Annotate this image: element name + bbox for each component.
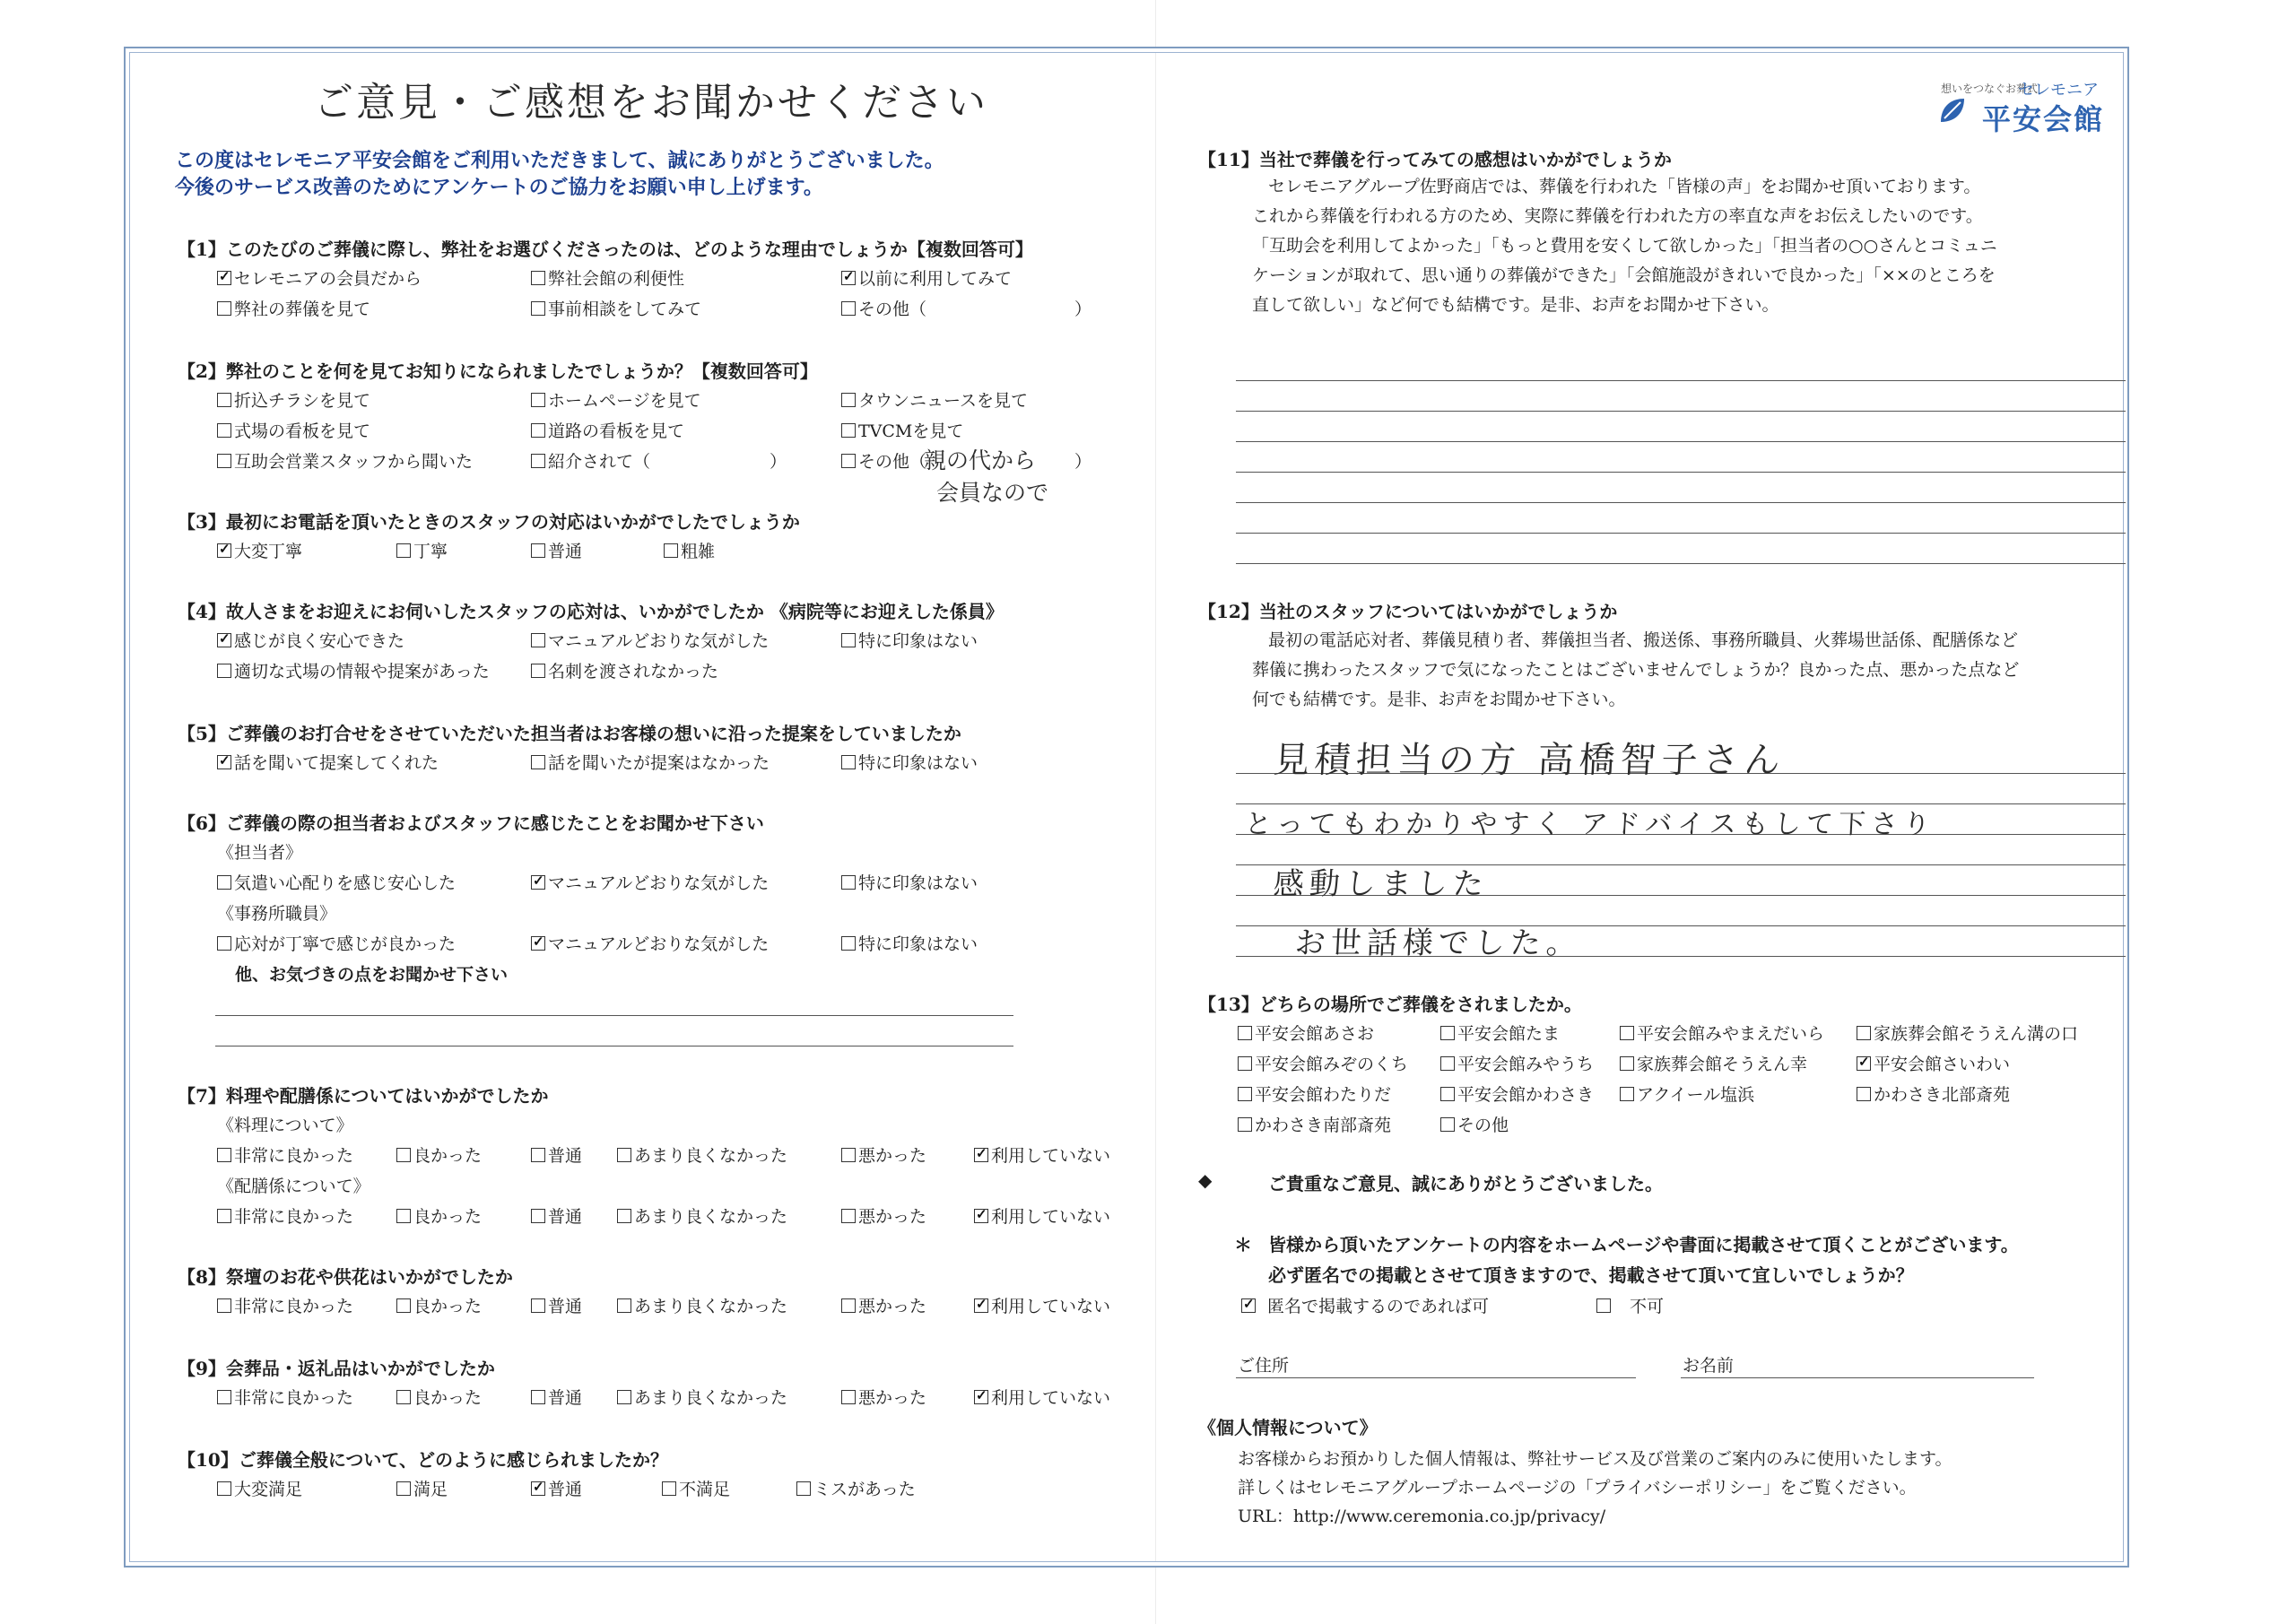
q11-text-1: セレモニアグループ佐野商店では、葬儀を行われた「皆様の声」をお聞かせ頂いております。 (1268, 177, 1981, 196)
privacy-url[interactable]: URL：http://www.ceremonia.co.jp/privacy/ (1238, 1507, 1606, 1526)
checkbox[interactable] (531, 271, 545, 285)
q11-text-3: 「互助会を利用してよかった」「もっと費用を安くして欲しかった」「担当者の○○さんとコミュニ (1252, 236, 1997, 256)
q1-option[interactable]: 事前相談をしてみて (531, 296, 701, 320)
q12-text-2: 葬儀に携わったスタッフで気になったことはございませんでしょうか？良かった点、悪かった点など (1252, 660, 2020, 680)
checkbox[interactable] (396, 1390, 411, 1404)
checkbox[interactable] (841, 301, 856, 316)
q13-option[interactable]: かわさき北部斎苑 (1857, 1081, 2010, 1106)
q6-option[interactable]: 気遣い心配りを感じ安心した (217, 870, 456, 894)
page-title: ご意見・ご感想をお聞かせください (314, 80, 988, 126)
publish-text-1: 皆様から頂いたアンケートの内容をホームページや書面に掲載させて頂くことがございます。 (1268, 1234, 2019, 1255)
checkbox[interactable] (396, 1209, 411, 1223)
checkbox[interactable] (974, 1298, 988, 1313)
q1-option[interactable]: 弊社会館の利便性 (531, 265, 684, 290)
q2-option[interactable]: 折込チラシを見て (217, 387, 370, 412)
q7-option[interactable]: 良かった (396, 1203, 482, 1228)
q13-option[interactable]: 平安会館たま (1440, 1020, 1560, 1045)
checkbox[interactable] (217, 633, 231, 647)
q6-other-prompt: 他、お気づきの点をお聞かせ下さい (235, 965, 509, 985)
q9-option[interactable]: あまり良くなかった (617, 1385, 787, 1409)
checkbox[interactable] (217, 301, 231, 316)
q12-text-1: 最初の電話応対者、葬儀見積り者、葬儀担当者、搬送係、事務所職員、火葬場世話係、配膳係など (1268, 630, 2019, 650)
q6-answer-line[interactable] (215, 1015, 1013, 1016)
checkbox[interactable] (217, 1390, 231, 1404)
q8-option[interactable]: 非常に良かった (217, 1293, 353, 1317)
checkbox[interactable] (531, 875, 545, 890)
q3-option[interactable]: ✓大変丁寧 (217, 538, 302, 562)
checkbox[interactable] (217, 1481, 231, 1496)
checkbox[interactable] (217, 271, 231, 285)
checkbox[interactable] (531, 454, 545, 468)
q1-option-other[interactable]: その他（ (841, 296, 926, 320)
q3-option[interactable]: 粗雑 (664, 538, 715, 562)
q3-question: 【3】最初にお電話を頂いたときのスタッフの対応はいかがでしたでしょうか (178, 511, 800, 533)
q10-option[interactable]: 不満足 (662, 1476, 730, 1500)
q6-option[interactable]: 応対が丁寧で感じが良かった (217, 931, 456, 955)
checkbox[interactable] (1857, 1056, 1871, 1071)
checkbox[interactable] (1440, 1087, 1455, 1101)
privacy-text-2: 詳しくはセレモニアグループホームページの「プライバシーポリシー」をご覧ください。 (1238, 1478, 1917, 1498)
q7-option[interactable]: ✓ 利用していない (974, 1203, 1110, 1228)
q3-option[interactable]: 丁寧 (396, 538, 448, 562)
checkbox[interactable] (841, 1298, 856, 1313)
q7-option[interactable]: 悪かった (841, 1142, 926, 1167)
q13-option[interactable]: 家族葬会館そうえん溝の口 (1857, 1020, 2078, 1045)
intro-line-2: 今後のサービス改善のためにアンケートのご協力をお願い申し上げます。 (175, 176, 823, 199)
thanks-text: ご貴重なご意見、誠にありがとうございました。 (1268, 1173, 1663, 1194)
checkbox[interactable] (796, 1481, 811, 1496)
checkbox[interactable] (531, 1209, 545, 1223)
checkbox[interactable] (1440, 1117, 1455, 1132)
q7-option[interactable]: ✓ 利用していない (974, 1142, 1110, 1167)
q6-sub-office: 《事務所職員》 (217, 904, 337, 924)
q9-question: 【9】会葬品・返礼品はいかがでしたか (178, 1358, 495, 1379)
q7-option[interactable]: あまり良くなかった (617, 1142, 787, 1167)
q8-option[interactable]: 良かった (396, 1293, 482, 1317)
q7-option[interactable]: 非常に良かった (217, 1142, 353, 1167)
checkbox[interactable] (396, 1481, 411, 1496)
checkbox[interactable] (396, 1148, 411, 1162)
q8-option[interactable]: 普通 (531, 1293, 582, 1317)
q13-option[interactable]: 家族葬会館そうえん幸 (1620, 1051, 1807, 1075)
q5-question: 【5】ご葬儀のお打合せをさせていただいた担当者はお客様の想いに沿った提案をしていましたか (178, 723, 961, 744)
q7-question: 【7】料理や配膳係についてはいかがでしたか (178, 1085, 549, 1107)
q11-answer-line[interactable] (1236, 563, 2126, 564)
q1-option[interactable]: 弊社の葬儀を見て (217, 296, 370, 320)
checkbox[interactable] (1440, 1026, 1455, 1040)
q7-option[interactable]: 良かった (396, 1142, 482, 1167)
thanks-bullet: ◆ (1198, 1169, 1213, 1191)
q12-text-3: 何でも結構です。是非、お声をお聞かせ下さい。 (1252, 690, 1626, 709)
q10-option[interactable]: 満足 (396, 1476, 448, 1500)
checkbox[interactable] (217, 664, 231, 678)
checkbox[interactable] (217, 1298, 231, 1313)
checkbox[interactable] (531, 633, 545, 647)
checkbox[interactable] (617, 1298, 631, 1313)
q1-question: 【1】このたびのご葬儀に際し、弊社をお選びくださったのは、どのような理由でしょうか【複数回答可】 (178, 239, 1033, 260)
q2-option[interactable]: 道路の看板を見て (531, 418, 684, 442)
q4-option[interactable]: 特に印象はない (841, 628, 978, 652)
checkbox[interactable] (617, 1209, 631, 1223)
checkbox[interactable] (974, 1148, 988, 1162)
checkbox[interactable] (1238, 1117, 1252, 1132)
checkbox[interactable] (1620, 1026, 1634, 1040)
q13-option[interactable]: 平安会館かわさき (1440, 1081, 1594, 1106)
q13-option[interactable]: アクイール塩浜 (1620, 1081, 1754, 1106)
checkbox[interactable] (617, 1390, 631, 1404)
q11-answer-line[interactable] (1236, 533, 2126, 534)
q7-option[interactable]: あまり良くなかった (617, 1203, 787, 1228)
checkbox[interactable] (664, 543, 678, 558)
q9-option[interactable]: 良かった (396, 1385, 482, 1409)
q2-option[interactable]: タウンニュースを見て (841, 387, 1028, 412)
name-field[interactable] (1681, 1377, 2034, 1378)
checkbox[interactable] (1620, 1056, 1634, 1071)
leaf-logo-icon (1937, 95, 1968, 126)
q2-option-other[interactable]: その他（ (841, 448, 926, 473)
checkbox[interactable] (531, 1148, 545, 1162)
checkbox[interactable] (662, 1481, 676, 1496)
q13-question: 【13】どちらの場所でご葬儀をされましたか。 (1198, 994, 1582, 1015)
publish-bullet: ＊ (1234, 1234, 1252, 1255)
checkbox[interactable] (531, 423, 545, 438)
checkbox[interactable] (841, 393, 856, 407)
name-label: お名前 (1683, 1356, 1735, 1376)
q7-option[interactable]: 普通 (531, 1203, 582, 1228)
checkbox[interactable] (841, 454, 856, 468)
checkbox[interactable] (531, 755, 545, 769)
checkbox[interactable] (396, 543, 411, 558)
q2-option[interactable]: 互助会営業スタッフから聞いた (217, 448, 473, 473)
checkbox[interactable] (841, 1148, 856, 1162)
q7-option[interactable]: 非常に良かった (217, 1203, 353, 1228)
q1-option[interactable]: ✓セレモニアの会員だから (217, 265, 422, 290)
checkbox[interactable] (841, 423, 856, 438)
q5-option[interactable]: 話を聞いたが提案はなかった (531, 750, 770, 774)
q12-handwritten-2: とってもわかりやすく アドバイスもして下さり (1243, 809, 1936, 840)
q6-option[interactable]: ✓ マニュアルどおりな気がした (531, 931, 769, 955)
checkbox[interactable] (1440, 1056, 1455, 1071)
checkbox[interactable] (841, 271, 856, 285)
checkbox[interactable] (841, 1390, 856, 1404)
q13-option[interactable]: かわさき南部斎苑 (1238, 1112, 1391, 1136)
checkbox[interactable] (531, 1481, 545, 1496)
q8-option[interactable]: あまり良くなかった (617, 1293, 787, 1317)
checkbox[interactable] (217, 1209, 231, 1223)
q13-option[interactable]: 平安会館みやうち (1440, 1051, 1594, 1075)
q12-handwritten-4: お世話様でした。 (1293, 925, 1583, 961)
checkbox[interactable] (531, 1390, 545, 1404)
q10-option[interactable]: ミスがあった (796, 1476, 916, 1500)
q1-other-close: ） (1074, 300, 1092, 319)
q4-option[interactable]: マニュアルどおりな気がした (531, 628, 769, 652)
q2-handwritten-1: 親の代から (924, 447, 1037, 473)
q6-option[interactable]: ✓ マニュアルどおりな気がした (531, 870, 769, 894)
q4-option[interactable]: 適切な式場の情報や提案があった (217, 658, 490, 682)
checkbox[interactable] (531, 1298, 545, 1313)
q10-option[interactable]: ✓ 普通 (531, 1476, 582, 1500)
checkbox[interactable] (217, 543, 231, 558)
checkbox[interactable] (974, 1390, 988, 1404)
q12-handwritten-1: 見積担当の方 高橋智子さん (1272, 740, 1787, 781)
checkbox[interactable] (841, 755, 856, 769)
logo-name: 平安会館 (1982, 102, 2105, 136)
q2-other-close: ） (1074, 452, 1092, 472)
q13-option[interactable]: ✓ 平安会館さいわい (1857, 1051, 2010, 1075)
q2-option[interactable]: 紹介されて（ ） (531, 448, 787, 473)
checkbox[interactable] (217, 755, 231, 769)
q2-option[interactable]: ホームページを見て (531, 387, 701, 412)
q13-option[interactable]: 平安会館あさお (1238, 1020, 1374, 1045)
checkbox[interactable] (841, 875, 856, 890)
q11-text-5: 直して欲しい」など何でも結構です。是非、お声をお聞かせ下さい。 (1252, 295, 1779, 315)
checkbox[interactable] (1238, 1056, 1252, 1071)
q4-option[interactable]: 名刺を渡されなかった (531, 658, 718, 682)
q11-text-4: ケーションが取れて、思い通りの葬儀ができた」「会館施設がきれいで良かった」「××のところを (1252, 265, 1996, 285)
q5-option[interactable]: ✓話を聞いて提案してくれた (217, 750, 439, 774)
checkbox[interactable] (531, 301, 545, 316)
q1-option[interactable]: ✓ 以前に利用してみて (841, 265, 1012, 290)
checkbox[interactable] (841, 936, 856, 951)
q11-answer-line[interactable] (1236, 441, 2126, 442)
q5-option[interactable]: 特に印象はない (841, 750, 978, 774)
q9-option[interactable]: ✓ 利用していない (974, 1385, 1110, 1409)
publish-text-2: 必ず匿名での掲載とさせて頂きますので、掲載させて頂いて宜しいでしょうか？ (1268, 1264, 1914, 1286)
q9-option[interactable]: 普通 (531, 1385, 582, 1409)
q10-question: 【10】ご葬儀全般について、どのように感じられましたか？ (178, 1449, 669, 1471)
checkbox[interactable] (396, 1298, 411, 1313)
checkbox[interactable] (217, 1148, 231, 1162)
q10-option[interactable]: 大変満足 (217, 1476, 302, 1500)
q9-option[interactable]: 非常に良かった (217, 1385, 353, 1409)
checkbox[interactable] (841, 633, 856, 647)
publish-option-yes[interactable]: ✓匿名で掲載するのであれば可 (1241, 1293, 1489, 1317)
checkbox[interactable] (217, 423, 231, 438)
q13-option[interactable]: 平安会館わたりだ (1238, 1081, 1391, 1106)
checkbox[interactable] (531, 664, 545, 678)
privacy-heading: 《個人情報について》 (1198, 1417, 1378, 1438)
q12-handwritten-3: 感動しました (1272, 866, 1490, 902)
address-field[interactable] (1236, 1377, 1636, 1378)
q11-question: 【11】当社で葬儀を行ってみての感想はいかがでしょうか (1198, 149, 1672, 170)
privacy-text-1: お客様からお預かりした個人情報は、弊社サービス及び営業のご案内のみに使用いたします。 (1238, 1449, 1952, 1469)
q6-sub-staff: 《担当者》 (217, 843, 303, 863)
q7-option[interactable]: 普通 (531, 1142, 582, 1167)
checkbox[interactable] (1238, 1026, 1252, 1040)
q3-option[interactable]: 普通 (531, 538, 582, 562)
checkbox[interactable] (1238, 1087, 1252, 1101)
checkbox[interactable] (217, 454, 231, 468)
q7-option[interactable]: 悪かった (841, 1203, 926, 1228)
checkbox[interactable] (217, 936, 231, 951)
q8-question: 【8】祭壇のお花や供花はいかがでしたか (178, 1266, 513, 1288)
checkbox[interactable] (217, 393, 231, 407)
q9-option[interactable]: 悪かった (841, 1385, 926, 1409)
logo-brand: セレモニア (2018, 81, 2099, 100)
checkbox[interactable] (974, 1209, 988, 1223)
q2-option[interactable]: TVCMを見て (841, 418, 963, 442)
q6-question: 【6】ご葬儀の際の担当者およびスタッフに感じたことをお聞かせ下さい (178, 812, 764, 834)
checkbox[interactable] (617, 1148, 631, 1162)
logo-tagline: 想いをつなぐお葬式 (1941, 83, 2039, 95)
q11-answer-line[interactable] (1236, 380, 2126, 381)
publish-option-no[interactable]: 不可 (1596, 1293, 1664, 1317)
checkbox[interactable] (1596, 1298, 1611, 1313)
q11-answer-line[interactable] (1236, 502, 2126, 503)
q11-text-2: これから葬儀を行われる方のため、実際に葬儀を行われた方の率直な声をお伝えしたいのです。 (1252, 206, 1983, 226)
q13-option[interactable]: その他 (1440, 1112, 1509, 1136)
q8-option[interactable]: 悪かった (841, 1293, 926, 1317)
checkbox[interactable] (531, 393, 545, 407)
checkbox[interactable] (1620, 1087, 1634, 1101)
checkbox[interactable] (841, 1209, 856, 1223)
intro-line-1: この度はセレモニア平安会館をご利用いただきまして、誠にありがとうございました。 (175, 149, 944, 172)
checkbox[interactable] (1857, 1026, 1871, 1040)
checkbox[interactable] (1857, 1087, 1871, 1101)
q13-option[interactable]: 平安会館みぞのくち (1238, 1051, 1408, 1075)
q7-sub-food: 《料理について》 (217, 1116, 353, 1135)
q8-option[interactable]: ✓ 利用していない (974, 1293, 1110, 1317)
address-label: ご住所 (1238, 1356, 1290, 1376)
checkbox[interactable] (531, 936, 545, 951)
q2-question: 【2】弊社のことを何を見てお知りになられましたでしょうか？【複数回答可】 (178, 360, 818, 382)
q4-option[interactable]: ✓感じが良く安心できた (217, 628, 404, 652)
q11-answer-line[interactable] (1236, 472, 2126, 473)
checkbox[interactable] (1241, 1298, 1256, 1313)
q6-option[interactable]: 特に印象はない (841, 931, 978, 955)
q11-answer-line[interactable] (1236, 411, 2126, 412)
q13-option[interactable]: 平安会館みやまえだいら (1620, 1020, 1824, 1045)
q2-handwritten-2: 会員なので (936, 480, 1049, 506)
q6-option[interactable]: 特に印象はない (841, 870, 978, 894)
q12-question: 【12】当社のスタッフについてはいかがでしょうか (1198, 601, 1618, 622)
checkbox[interactable] (217, 875, 231, 890)
q4-question: 【4】故人さまをお迎えにお伺いしたスタッフの応対は、いかがでしたか 《病院等にお迎えした係員》 (178, 601, 1004, 622)
q7-sub-server: 《配膳係について》 (217, 1177, 370, 1196)
q2-option[interactable]: 式場の看板を見て (217, 418, 370, 442)
checkbox[interactable] (531, 543, 545, 558)
